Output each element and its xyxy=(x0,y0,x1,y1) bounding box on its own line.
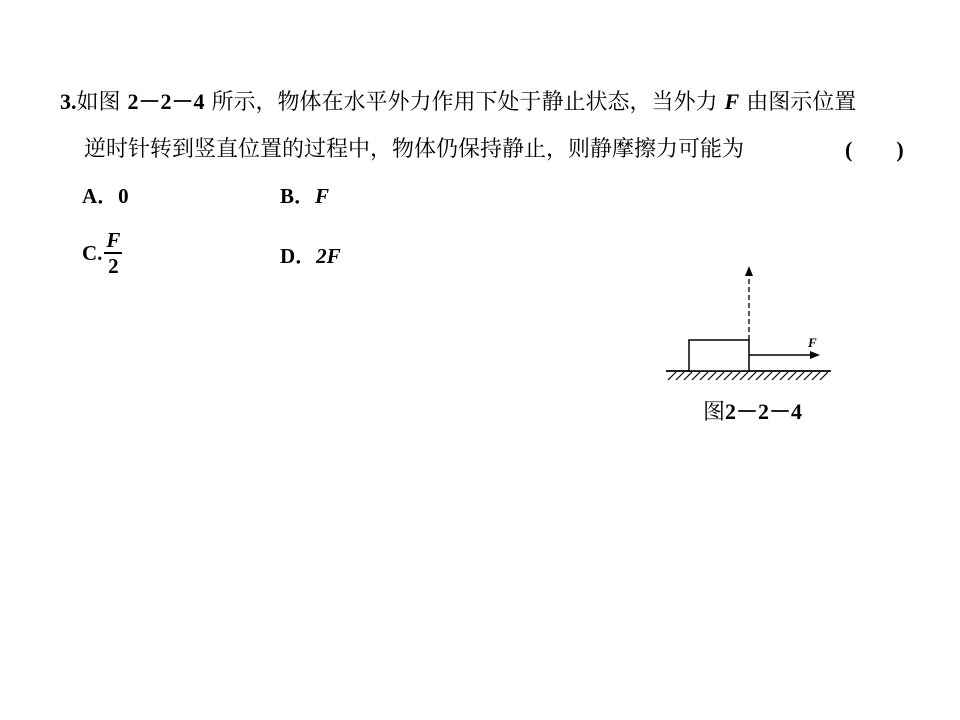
option-d xyxy=(280,242,341,270)
figure-reference: 2－2－4 xyxy=(127,89,205,114)
option-d-label: D． xyxy=(280,244,317,268)
option-b-label: B． xyxy=(280,184,316,208)
option-a xyxy=(82,182,129,210)
horizontal-arrow-head-icon xyxy=(810,351,820,359)
question-text-1a: 如图 xyxy=(76,90,128,115)
fraction-numerator: F xyxy=(106,228,121,252)
fraction-denominator: 2 xyxy=(108,254,119,278)
option-a-label: A． xyxy=(82,184,119,208)
force-symbol: F xyxy=(724,89,740,114)
figure-caption-number: 2－2－4 xyxy=(725,399,803,424)
question-number: 3. xyxy=(60,89,77,114)
vertical-arrow-head-icon xyxy=(745,266,753,276)
block xyxy=(689,340,749,371)
ground-hatching xyxy=(666,371,831,380)
question-line-1 xyxy=(60,88,856,117)
force-label: F xyxy=(808,335,817,350)
option-b-value: F xyxy=(315,184,330,208)
option-c-label: C. xyxy=(82,241,103,265)
option-c xyxy=(82,228,122,278)
option-d-value: 2F xyxy=(316,244,341,268)
question-text-1c: 由图示位置 xyxy=(739,90,857,115)
figure-caption-prefix: 图 xyxy=(703,400,726,425)
option-c-fraction xyxy=(104,228,122,278)
force-diagram xyxy=(660,258,840,388)
answer-blank: ( ) xyxy=(845,137,904,162)
option-a-value: 0 xyxy=(118,184,129,208)
option-b xyxy=(280,182,329,210)
question-line-2: 逆时针转到竖直位置的过程中，物体仍保持静止，则静摩擦力可能为 xyxy=(84,137,745,162)
figure-caption xyxy=(703,398,802,427)
question-text-1b: 所示，物体在水平外力作用下处于静止状态，当外力 xyxy=(204,90,725,115)
